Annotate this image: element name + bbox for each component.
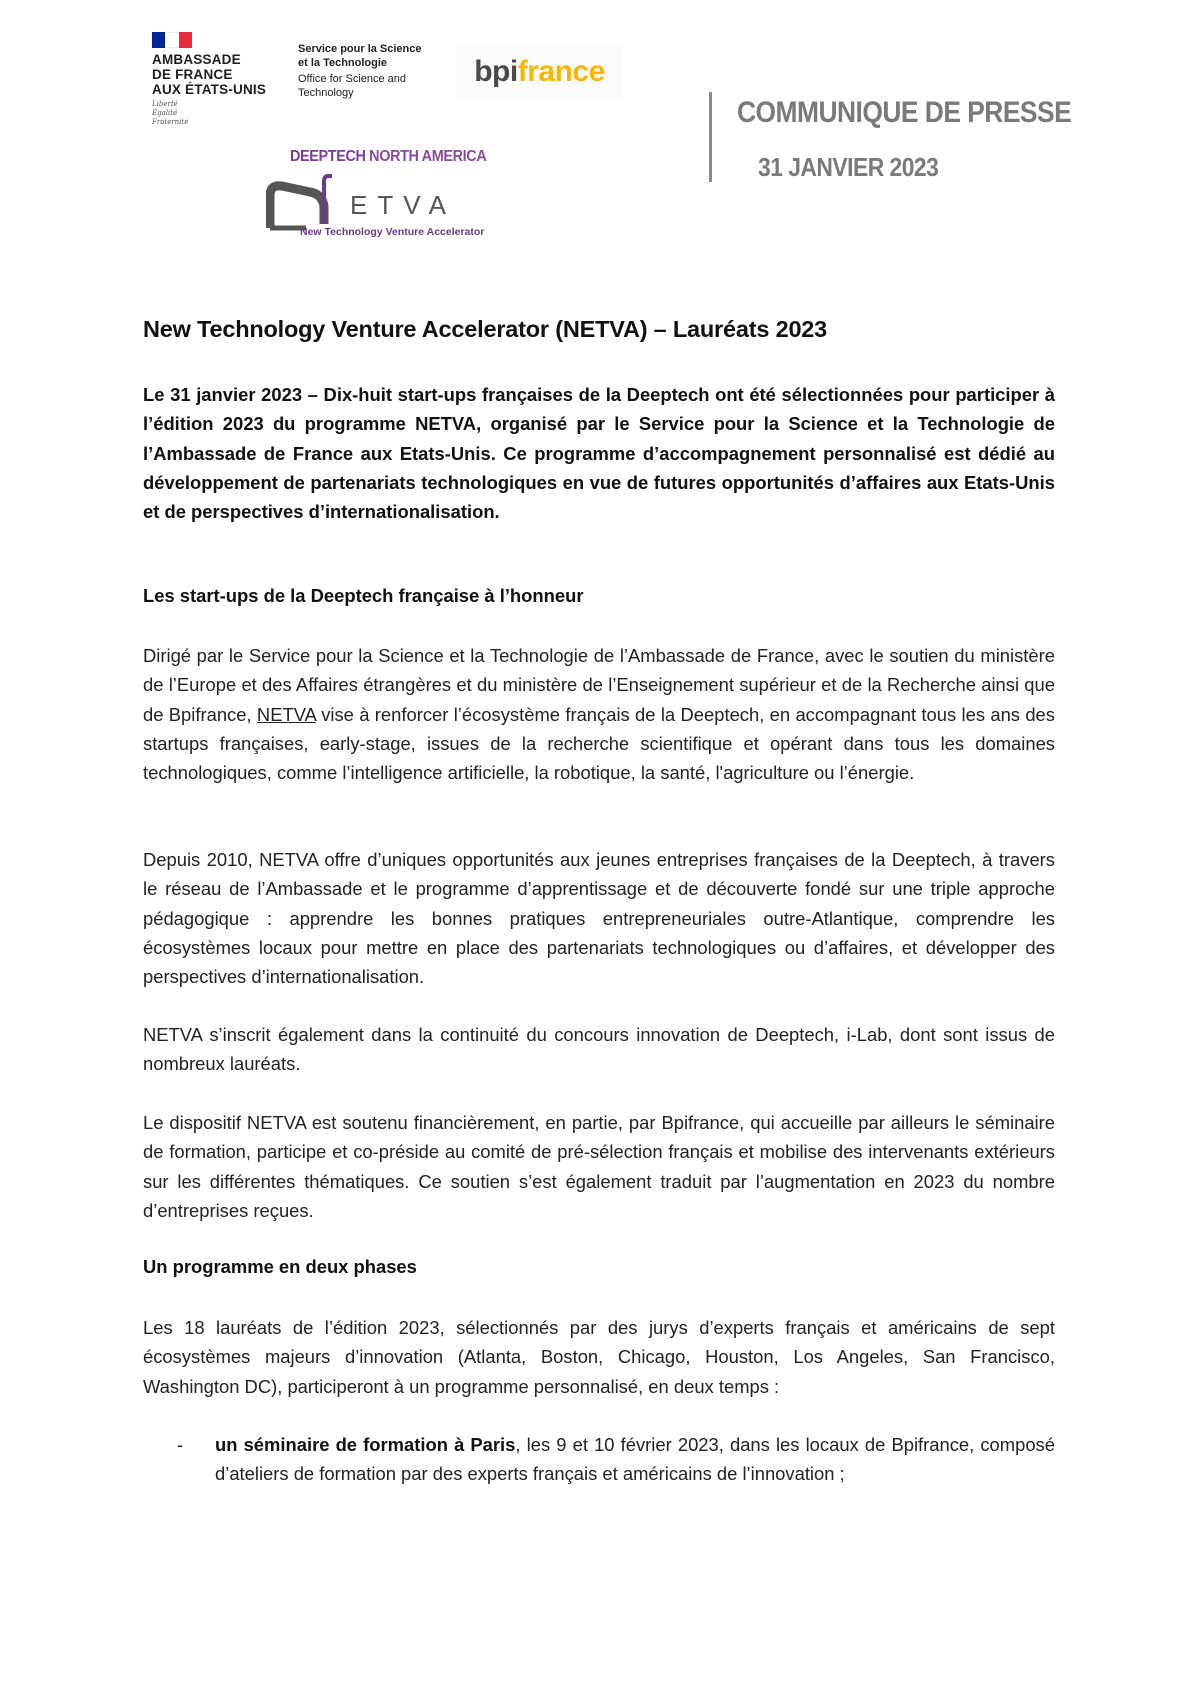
bullet-text: , les 9 et 10 février 2023, dans les locaux de Bpifrance, composé d’ateliers de formation par des experts français et américains de l’innovation ;	[215, 1434, 1055, 1485]
press-release-label: COMMUNIQUE DE PRESSE	[737, 96, 1072, 129]
section-heading-startups: Les start-ups de la Deeptech française à l’honneur	[143, 585, 584, 606]
republic-motto: Liberté Égalité Fraternité	[152, 100, 189, 126]
bpifrance-logo-part1: bpi	[474, 55, 518, 88]
embassy-logo	[152, 32, 282, 127]
deeptech-label-rest: NORTH AMERICA	[365, 148, 487, 165]
netva-wordmark: ETVA	[350, 190, 456, 220]
bullet-bold-text: un séminaire de formation à Paris	[215, 1434, 516, 1455]
science-office-name-en: Office for Science and Technology	[298, 73, 407, 99]
section-heading-program: Un programme en deux phases	[143, 1256, 417, 1277]
paragraph-laureates: Les 18 lauréats de l’édition 2023, sélectionnés par des jurys d’experts français et américains de sept écosystèmes majeurs d’innovation (Atlanta, Boston, Chicago, Houston, Los Angeles, San Francisco, Washington DC), participeront à un programme personnalisé, en deux temps :	[143, 1317, 1055, 1397]
lead-paragraph: Le 31 janvier 2023 – Dix-huit start-ups françaises de la Deeptech ont été sélectionnées pour participer à l’édition 2023 du programme NETVA, organisé par le Service pour la Science et la Technologie de l’Ambassade de France aux Etats-Unis. Ce programme d’accompagnement personnalisé est dédié au développement de partenariats technologiques en vue de futures opportunités d’affaires aux Etats-Unis et de perspectives d’internationalisation.	[143, 384, 1055, 523]
science-office-logo	[298, 42, 448, 100]
paragraph-netva-history: Depuis 2010, NETVA offre d’uniques opportunités aux jeunes entreprises françaises de la Deeptech, à travers le réseau de l’Ambassade et le programme d’apprentissage et de découverte fondé sur une triple approche pédagogique : apprendre les bonnes pratiques entrepreneuriales outre-Atlantique, comprendre les écosystèmes locaux pour mettre en place des partenariats technologiques ou d’affaires, et développer des perspectives d’internationalisation.	[143, 849, 1055, 988]
bpifrance-logo	[457, 46, 622, 98]
deeptech-label-bold: DEEPTECH	[290, 148, 366, 165]
netva-tagline: New Technology Venture Accelerator	[300, 226, 485, 238]
netva-link[interactable]: NETVA	[256, 703, 316, 725]
bpifrance-logo-part2: france	[517, 55, 605, 88]
document-title: New Technology Venture Accelerator (NETVA) – Lauréats 2023	[143, 316, 828, 342]
paragraph-bpifrance-support: Le dispositif NETVA est soutenu financièrement, en partie, par Bpifrance, qui accueille par ailleurs le séminaire de formation, participe et co-préside au comité de pré-sélection français et mobilise des intervenants extérieurs sur les différentes thématiques. Ce soutien s’est également traduit par l’augmentation en 2023 du nombre d’entreprises reçues.	[143, 1112, 1055, 1221]
paragraph-ilab: NETVA s’inscrit également dans la continuité du concours innovation de Deeptech, i-Lab, dont sont issus de nombreux lauréats.	[143, 1024, 1055, 1075]
science-office-name-fr: Service pour la Science et la Technologie	[298, 43, 422, 69]
paragraph-netva-mission	[143, 641, 1055, 787]
paragraph-text: vise à renforcer l’écosystème français de la Deeptech, en accompagnant tous les ans des startups françaises, early-stage, issues de la recherche scientifique et opérant dans tous les domaines technologiques, comme l’intelligence artificielle, la robotique, la santé, l'agriculture ou l’énergie.	[143, 703, 1055, 784]
press-release-date: 31 JANVIER 2023	[758, 152, 939, 182]
embassy-name: AMBASSADE DE FRANCE AUX ÉTATS-UNIS	[152, 52, 267, 97]
bullet-dash: -	[177, 1434, 184, 1455]
deeptech-north-america-label	[290, 148, 486, 166]
header-divider	[709, 92, 712, 182]
paragraph-text: Dirigé par le Service pour la Science et la Technologie de l’Ambassade de France, avec le soutien du ministère de l’Europe et des Affaires étrangères et du ministère de l’Enseignement supérieur et de la Recherche ainsi que de Bpifrance,	[143, 645, 1055, 725]
list-item	[143, 1430, 1055, 1489]
french-flag-icon	[152, 32, 192, 48]
